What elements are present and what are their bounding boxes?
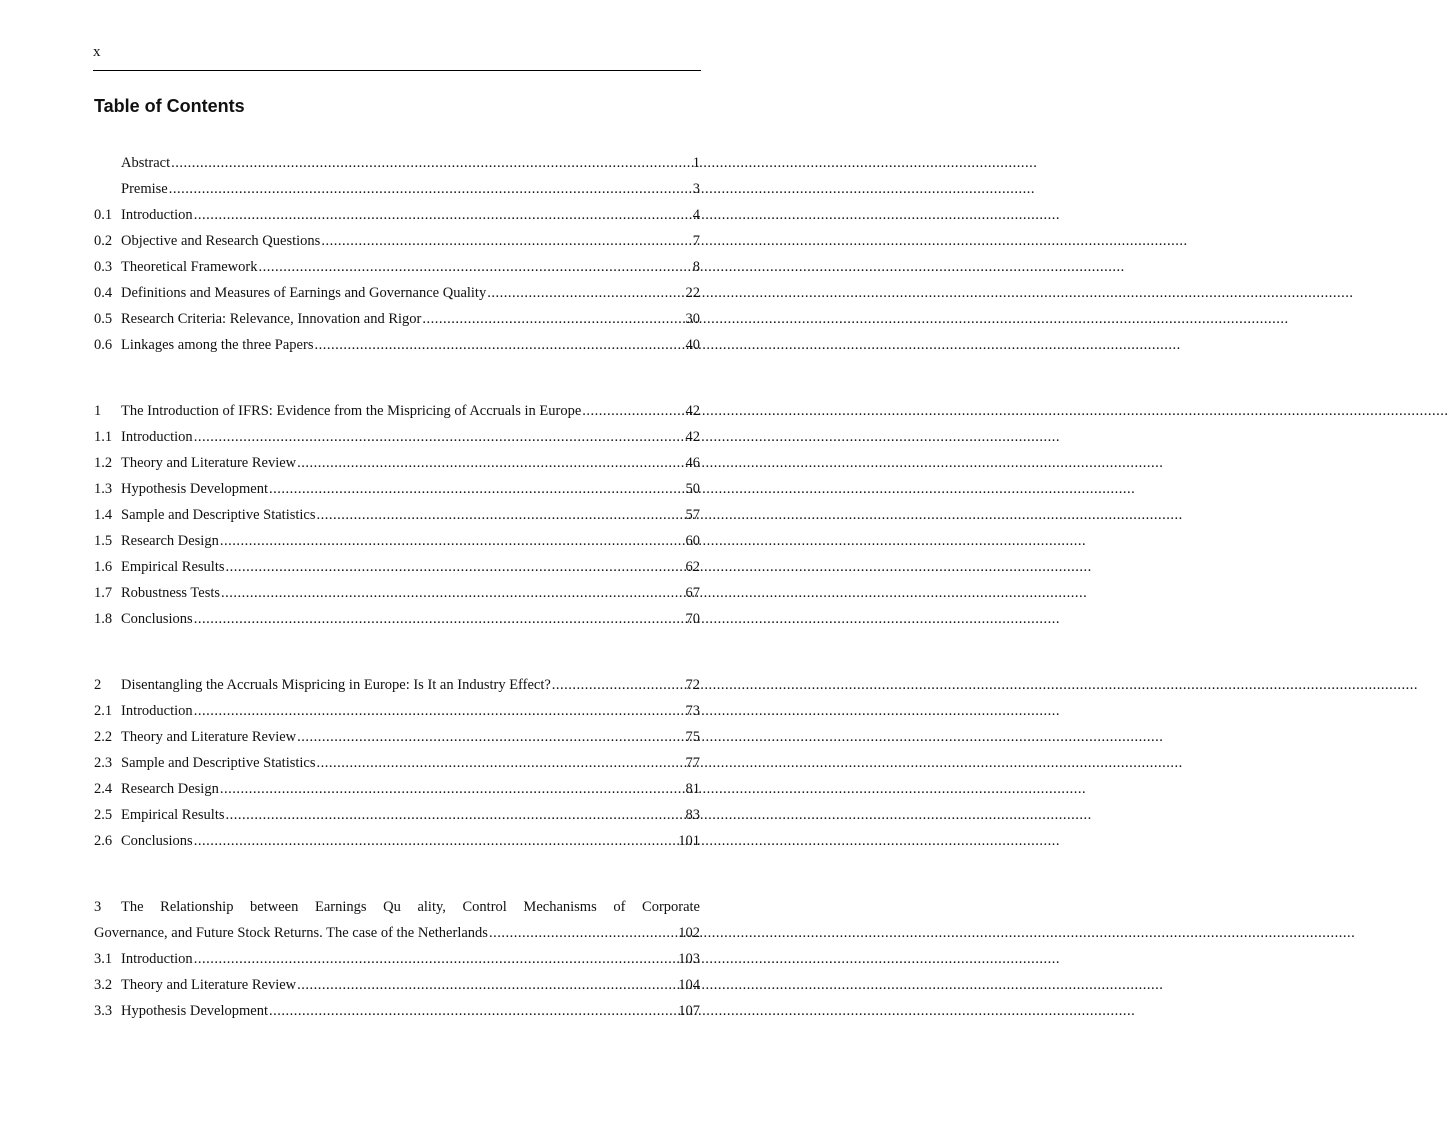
dot-leader bbox=[194, 424, 685, 450]
dot-leader bbox=[194, 946, 678, 972]
toc-entry-page: 67 bbox=[685, 585, 700, 601]
toc-entry-page: 107 bbox=[678, 1003, 700, 1019]
toc-entry-title: Abstract bbox=[121, 155, 171, 171]
toc-entry-title: Objective and Research Questions bbox=[121, 233, 321, 249]
toc-entry-page: 102 bbox=[678, 925, 700, 941]
toc-entry-page: 57 bbox=[685, 507, 700, 523]
dot-leader bbox=[194, 606, 685, 632]
toc-entry[interactable] bbox=[94, 554, 700, 580]
dot-leader bbox=[317, 750, 685, 776]
toc-entry-number: 3 bbox=[94, 899, 102, 915]
toc-entry-number: 3.3 bbox=[94, 1003, 113, 1019]
dot-leader bbox=[297, 450, 684, 476]
dot-leader bbox=[321, 228, 691, 254]
dot-leader bbox=[220, 776, 685, 802]
toc-entry-title: Hypothesis Development bbox=[121, 1003, 268, 1019]
toc-title: Table of Contents bbox=[94, 96, 245, 116]
toc-entry-page: 81 bbox=[685, 781, 700, 797]
toc-entry-page: 70 bbox=[685, 611, 700, 627]
section-gap bbox=[94, 632, 700, 672]
toc-entry[interactable] bbox=[94, 802, 700, 828]
toc-entry-page: 72 bbox=[685, 677, 700, 693]
dot-leader bbox=[226, 554, 685, 580]
toc-entry-page: 50 bbox=[685, 481, 700, 497]
toc-entry[interactable] bbox=[94, 750, 700, 776]
header-rule bbox=[93, 70, 701, 71]
toc-entry-number: 1.1 bbox=[94, 429, 113, 445]
toc-entry-title: Empirical Results bbox=[121, 559, 225, 575]
toc-entry-number: 1.8 bbox=[94, 611, 113, 627]
toc-entry-page: 4 bbox=[692, 207, 700, 223]
toc-entry-number: 2.4 bbox=[94, 781, 113, 797]
toc-entry-page: 103 bbox=[678, 951, 700, 967]
toc-entry-title: Research Design bbox=[121, 781, 219, 797]
dot-leader bbox=[194, 828, 678, 854]
dot-leader bbox=[269, 476, 685, 502]
toc-entry-number: 1 bbox=[94, 403, 102, 419]
toc-entry[interactable] bbox=[94, 606, 700, 632]
toc-entry[interactable] bbox=[94, 424, 700, 450]
toc-entry[interactable] bbox=[94, 672, 700, 698]
toc-entry-number: 1.4 bbox=[94, 507, 113, 523]
dot-leader bbox=[317, 502, 685, 528]
toc-entry-number: 1.7 bbox=[94, 585, 113, 601]
toc-entry[interactable] bbox=[94, 398, 700, 424]
toc-entry-title: Introduction bbox=[121, 703, 193, 719]
dot-leader bbox=[422, 306, 684, 332]
toc-entry-chapter-line1[interactable] bbox=[94, 894, 700, 920]
toc-entry-page: 73 bbox=[685, 703, 700, 719]
toc-entry-number: 2.6 bbox=[94, 833, 113, 849]
toc-entry[interactable] bbox=[94, 476, 700, 502]
toc-entry-title: Conclusions bbox=[121, 611, 193, 627]
toc-entry-number: 2.1 bbox=[94, 703, 113, 719]
toc-entry-title: Governance, and Future Stock Returns. The case of the Netherlands bbox=[94, 925, 488, 941]
toc-entry[interactable] bbox=[94, 280, 700, 306]
toc-entry-page: 77 bbox=[685, 755, 700, 771]
toc-entry-page: 104 bbox=[678, 977, 700, 993]
toc-entry-page: 42 bbox=[685, 429, 700, 445]
toc-entry[interactable] bbox=[94, 502, 700, 528]
toc-entry-page: 22 bbox=[685, 285, 700, 301]
toc-entry[interactable] bbox=[94, 150, 700, 176]
toc-entry[interactable] bbox=[94, 698, 700, 724]
dot-leader bbox=[314, 332, 684, 358]
toc-entry-page: 83 bbox=[685, 807, 700, 823]
toc-entry-title: Theoretical Framework bbox=[121, 259, 258, 275]
toc-entry[interactable] bbox=[94, 946, 700, 972]
toc-entry-number: 3.1 bbox=[94, 951, 113, 967]
toc-entry-number: 1.6 bbox=[94, 559, 113, 575]
dot-leader bbox=[220, 528, 685, 554]
toc-entry-number: 1.2 bbox=[94, 455, 113, 471]
dot-leader bbox=[487, 280, 684, 306]
toc-entry-title: Definitions and Measures of Earnings and Governance Quality bbox=[121, 285, 487, 301]
toc-entry-number: 0.5 bbox=[94, 311, 113, 327]
dot-leader bbox=[489, 920, 677, 946]
toc-entry-page: 7 bbox=[692, 233, 700, 249]
toc-entry-title: Linkages among the three Papers bbox=[121, 337, 314, 353]
toc-entry[interactable] bbox=[94, 254, 700, 280]
table-of-contents bbox=[94, 150, 700, 1024]
toc-entry-title: Disentangling the Accruals Mispricing in Europe: Is It an Industry Effect? bbox=[121, 677, 551, 693]
dot-leader bbox=[226, 802, 685, 828]
toc-entry[interactable] bbox=[94, 828, 700, 854]
toc-entry-title: Empirical Results bbox=[121, 807, 225, 823]
toc-entry[interactable] bbox=[94, 998, 700, 1024]
toc-entry-number: 0.2 bbox=[94, 233, 113, 249]
toc-entry-page: 40 bbox=[685, 337, 700, 353]
toc-entry-page: 30 bbox=[685, 311, 700, 327]
toc-entry[interactable] bbox=[94, 580, 700, 606]
toc-entry-page: 101 bbox=[678, 833, 700, 849]
dot-leader bbox=[297, 972, 677, 998]
toc-entry-number: 3.2 bbox=[94, 977, 113, 993]
toc-entry-title: Robustness Tests bbox=[121, 585, 221, 601]
toc-entry-page: 1 bbox=[692, 155, 700, 171]
toc-entry[interactable] bbox=[94, 776, 700, 802]
toc-entry[interactable] bbox=[94, 176, 700, 202]
toc-entry-page: 42 bbox=[685, 403, 700, 419]
toc-entry-title: Sample and Descriptive Statistics bbox=[121, 755, 316, 771]
dot-leader bbox=[171, 150, 692, 176]
dot-leader bbox=[258, 254, 691, 280]
toc-entry[interactable] bbox=[94, 332, 700, 358]
toc-entry-title: Theory and Literature Review bbox=[121, 729, 297, 745]
toc-entry-title: Introduction bbox=[121, 207, 193, 223]
toc-entry-number: 2 bbox=[94, 677, 102, 693]
toc-entry-page: 3 bbox=[692, 181, 700, 197]
toc-entry-page: 8 bbox=[692, 259, 700, 275]
toc-entry-number: 0.3 bbox=[94, 259, 113, 275]
toc-entry-page: 62 bbox=[685, 559, 700, 575]
dot-leader bbox=[552, 672, 685, 698]
section-gap bbox=[94, 358, 700, 398]
toc-entry-chapter-line2[interactable] bbox=[94, 920, 700, 946]
toc-entry-title: Introduction bbox=[121, 951, 193, 967]
toc-entry-number: 0.1 bbox=[94, 207, 113, 223]
toc-entry[interactable] bbox=[94, 450, 700, 476]
dot-leader bbox=[194, 202, 692, 228]
toc-entry-title: Research Design bbox=[121, 533, 219, 549]
toc-entry-title: Theory and Literature Review bbox=[121, 455, 297, 471]
toc-entry-number: 2.2 bbox=[94, 729, 113, 745]
toc-entry[interactable] bbox=[94, 306, 700, 332]
toc-entry[interactable] bbox=[94, 972, 700, 998]
toc-entry-title: The Introduction of IFRS: Evidence from the Mispricing of Accruals in Europe bbox=[121, 403, 582, 419]
dot-leader bbox=[269, 998, 677, 1024]
toc-entry-page: 75 bbox=[685, 729, 700, 745]
toc-entry-title: The Relationship between Earnings Qu ality, Control Mechanisms of Corporate bbox=[121, 899, 700, 915]
toc-entry-title: Introduction bbox=[121, 429, 193, 445]
section-gap bbox=[94, 854, 700, 894]
page-number: x bbox=[93, 44, 101, 60]
toc-entry-title: Conclusions bbox=[121, 833, 193, 849]
toc-entry-title: Theory and Literature Review bbox=[121, 977, 297, 993]
toc-entry-title: Premise bbox=[121, 181, 168, 197]
toc-entry-title: Research Criteria: Relevance, Innovation and Rigor bbox=[121, 311, 422, 327]
dot-leader bbox=[169, 176, 692, 202]
toc-entry-number: 1.5 bbox=[94, 533, 113, 549]
toc-entry-number: 0.4 bbox=[94, 285, 113, 301]
dot-leader bbox=[297, 724, 684, 750]
dot-leader bbox=[194, 698, 685, 724]
toc-entry-number: 1.3 bbox=[94, 481, 113, 497]
toc-entry[interactable] bbox=[94, 528, 700, 554]
toc-entry-number: 2.5 bbox=[94, 807, 113, 823]
dot-leader bbox=[221, 580, 684, 606]
toc-entry[interactable] bbox=[94, 202, 700, 228]
toc-entry-page: 60 bbox=[685, 533, 700, 549]
toc-entry[interactable] bbox=[94, 228, 700, 254]
toc-entry-number: 2.3 bbox=[94, 755, 113, 771]
dot-leader bbox=[582, 398, 684, 424]
toc-entry[interactable] bbox=[94, 724, 700, 750]
toc-entry-title: Sample and Descriptive Statistics bbox=[121, 507, 316, 523]
toc-entry-title: Hypothesis Development bbox=[121, 481, 268, 497]
toc-entry-number: 0.6 bbox=[94, 337, 113, 353]
toc-entry-page: 46 bbox=[685, 455, 700, 471]
